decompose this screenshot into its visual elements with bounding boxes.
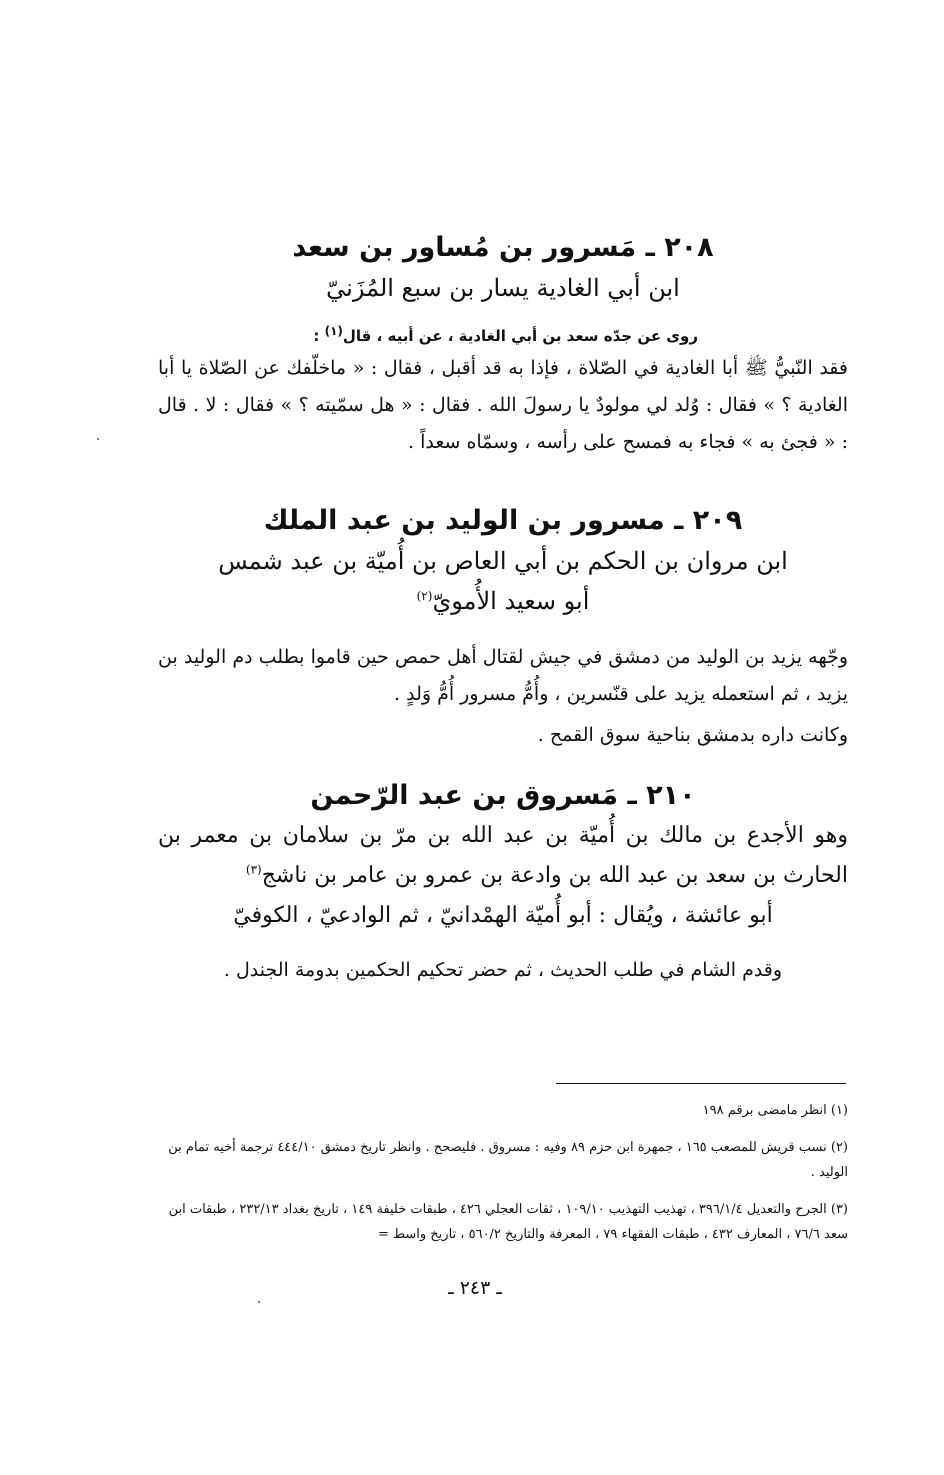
lineage-text: وهو الأجدع بن مالك بن أُميّة بن عبد الله بن مرّ بن سلامان بن معمر بن الحارث بن سعد بن عبد الله بن وادعة بن عمرو بن عامر بن ناشج [158, 823, 848, 888]
page-body [158, 228, 848, 989]
footnote-ref: (١) [324, 324, 343, 338]
footnote-gap [158, 1123, 848, 1135]
scan-speck [258, 1301, 260, 1303]
footnotes [158, 1098, 848, 1247]
entry-208 [158, 228, 848, 461]
footnote-separator [556, 1083, 846, 1084]
footnote-ref: (٣) [245, 862, 262, 877]
paragraph: وكانت داره بدمشق بناحية سوق القمح . [537, 724, 848, 746]
entry-210 [158, 776, 848, 989]
entry-209 [158, 501, 848, 754]
entry-kunya: أبو عائشة ، ويُقال : أبو أُميّة الهمْدانيّ ، ثم الوادعيّ ، الكوفيّ [233, 903, 773, 928]
kunya-text: أبو سعيد الأُمويّ [432, 587, 590, 615]
entry-intro [158, 322, 848, 350]
entry-title: ٢١٠ ـ مَسروق بن عبد الرّحمن [310, 780, 696, 811]
intro-end: : [313, 327, 325, 345]
paragraph: وجّهه يزيد بن الوليد من دمشق في جيش لقتال أهل حمص حين قاموا بطلب دم الوليد بن يزيد ، ثم استعمله يزيد على قنّسرين ، وأُمُّ مسرور أُمُّ وَلدٍ . [158, 646, 848, 705]
paragraph: وقدم الشام في طلب الحديث ، ثم حضر تحكيم الحكمين بدومة الجندل . [223, 959, 783, 981]
footnote-gap [158, 1185, 848, 1197]
entry-lineage: ابن مروان بن الحكم بن أبي العاص بن أُميّة بن عبد شمس [218, 547, 788, 575]
entry-title: ٢٠٩ ـ مسرور بن الوليد بن عبد الملك [263, 505, 743, 536]
footnote-ref: (٢) [416, 589, 433, 603]
entry-lineage: ابن أبي الغادية يسار بن سبع المُزَنيّ [326, 274, 680, 302]
footnote-1: (١) انظر مامضى برقم ١٩٨ [702, 1103, 848, 1118]
page-number: ـ ٢٤٣ ـ [448, 1277, 502, 1299]
entry-lineage [158, 816, 848, 896]
paragraph: فقد النّبيُّ ﷺ أبا الغادية في الصّلاة ، فإذا به قد أقبل ، فقال : « ماخلّفك عن الصّلاة يا أبا الغادية ؟ » فقال : وُلد لي مولودٌ يا رسولَ الله . فقال : « هل سمّيته ؟ » فقال : لا . قال : « فجئ به » فجاء به فمسح على رأسه ، وسمّاه سعداً . [158, 357, 848, 453]
intro-text: روى عن جدّه سعد بن أبي الغادية ، عن أبيه ، قال [342, 327, 698, 345]
scan-speck [97, 438, 99, 440]
footnote-2: (٢) نسب قريش للمصعب ١٦٥ ، جمهرة ابن حزم ٨٩ وفيه : مسروق . فليصحح . وانظر تاريخ دمشق ٤٤٤/١٠ ترجمة أخيه تمام بن الوليد . [168, 1140, 848, 1180]
entry-kunya [158, 581, 848, 621]
footnote-3: (٣) الجرح والتعديل ٣٩٦/١/٤ ، تهذيب التهذيب ١٠٩/١٠ ، ثقات العجلي ٤٢٦ ، طبقات خليفة ١٤٩ ، تاريخ بغداد ٢٣٢/١٣ ، طبقات ابن سعد ٧٦/٦ ، المعارف ٤٣٢ ، طبقات الفقهاء ٧٩ ، المعرفة والتاريخ ٥٦٠/٢ ، تاريخ واسط = [168, 1202, 848, 1242]
entry-title: ٢٠٨ ـ مَسرور بن مُساور بن سعد [292, 232, 714, 263]
